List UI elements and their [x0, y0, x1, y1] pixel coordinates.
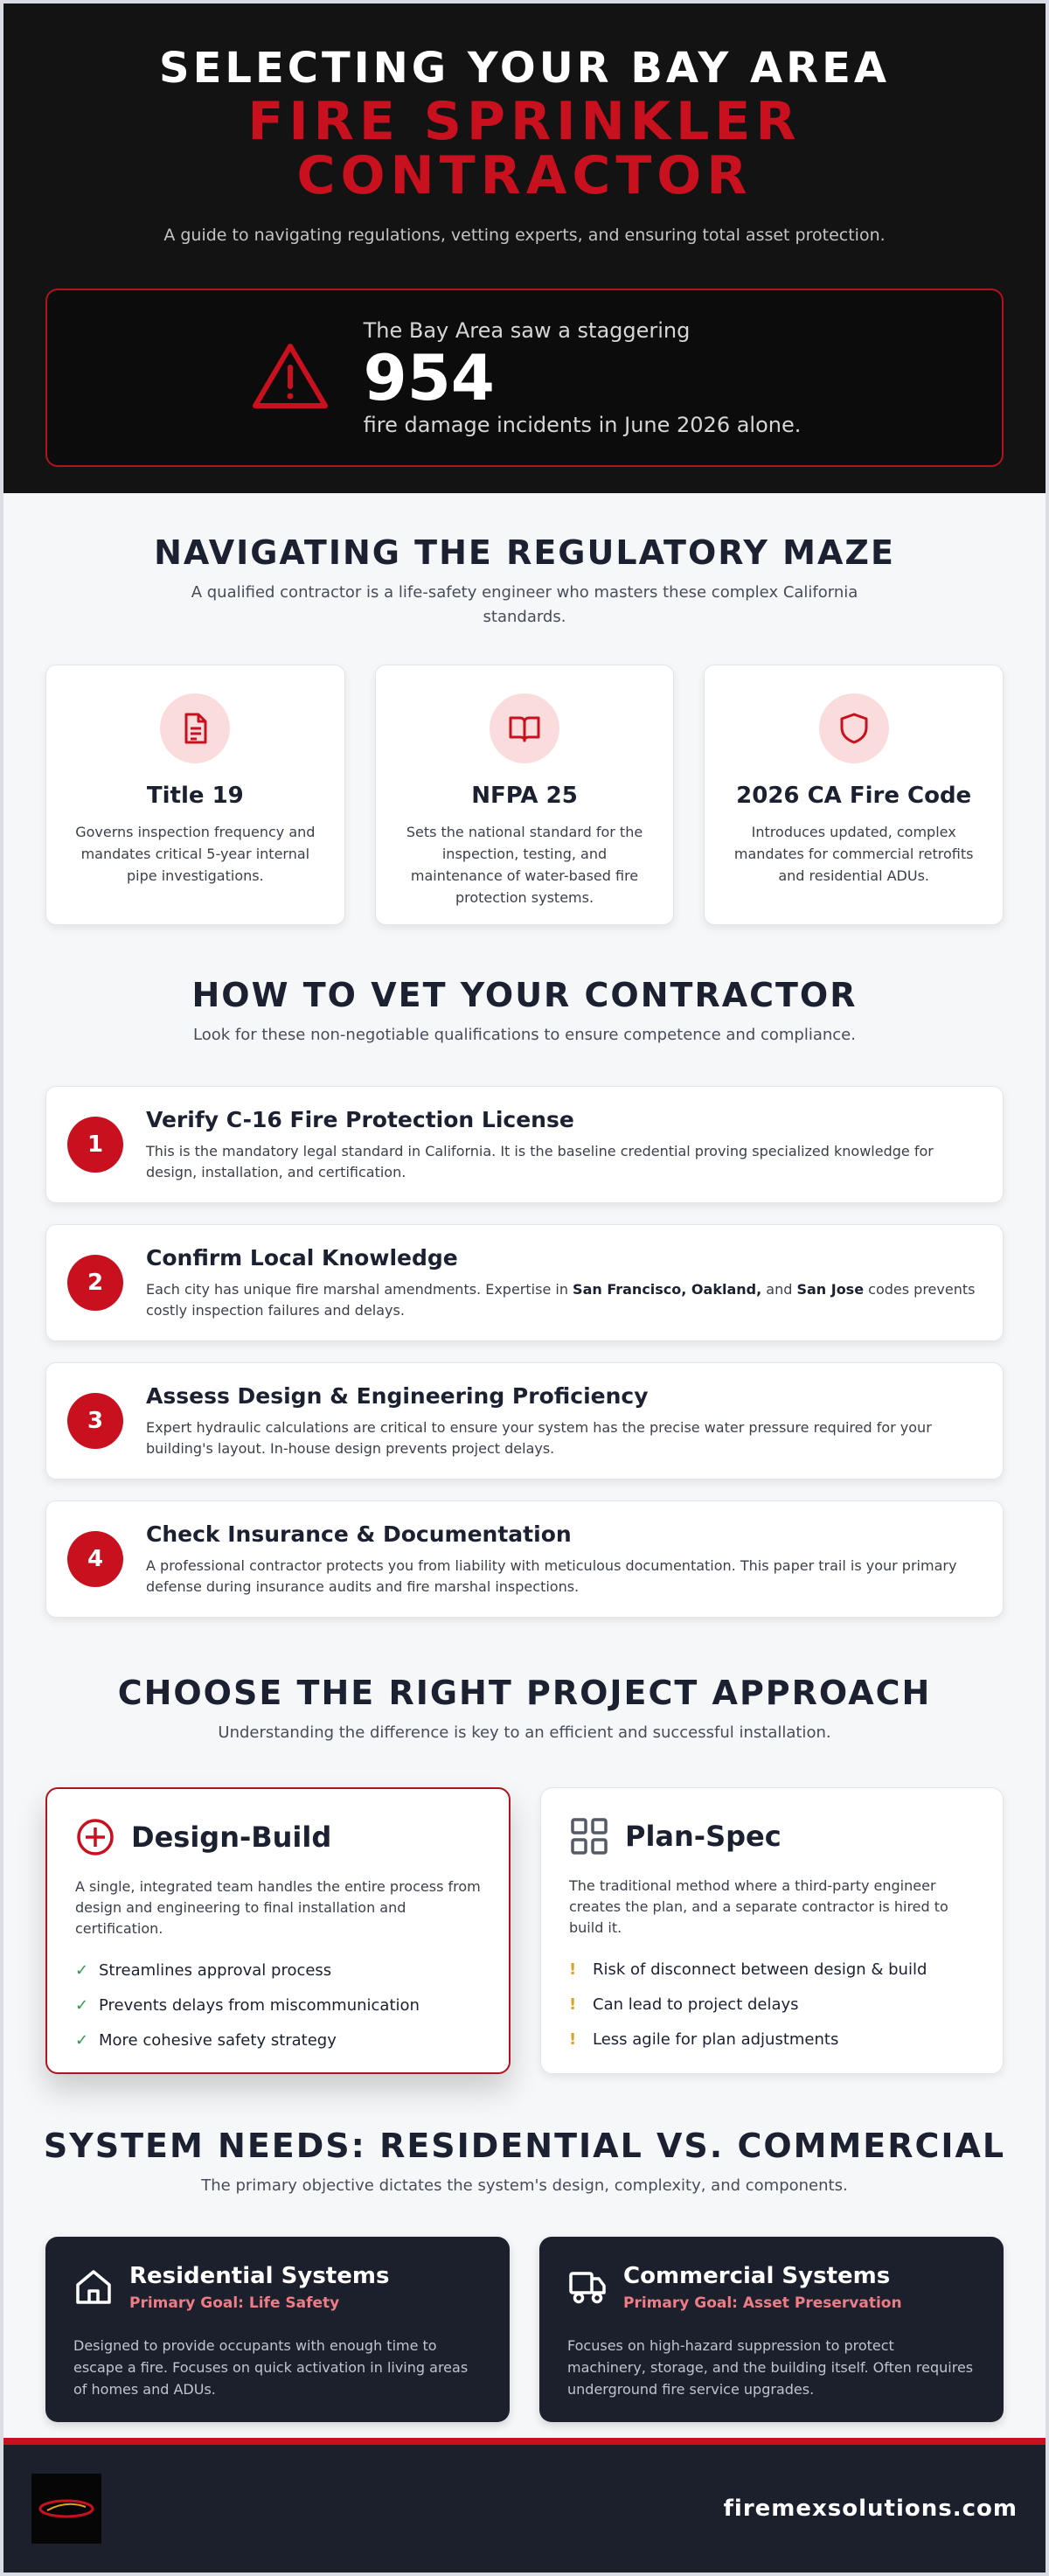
vet-item-desc: This is the mandatory legal standard in California. It is the baseline credential proving specialized knowledge for design, installation, and certification.: [146, 1142, 934, 1180]
vet-item-desc: Expert hydraulic calculations are critical to ensure your system has the precise water pressure required for your building's layout. In-house design prevents project delays.: [146, 1418, 932, 1457]
reg-card-nfpa25: [375, 665, 675, 925]
system-card-title: Residential Systems: [129, 2263, 390, 2289]
reg-card-desc: Introduces updated, complex mandates for commercial retrofits and residential ADUs.: [733, 824, 974, 884]
approach-risks-list: [569, 1953, 975, 2057]
document-icon: [160, 693, 230, 763]
list-item: ! Risk of disconnect between design & build: [569, 1953, 975, 1988]
approach-card-plan-spec: [540, 1787, 1004, 2074]
step-number-badge: 2: [67, 1255, 123, 1311]
vet-item-desc: A professional contractor protects you from liability with meticulous documentation. This paper trail is your primary defense during insurance audits and fire marshal inspections.: [146, 1556, 957, 1595]
vet-item-title: Assess Design & Engineering Proficiency: [146, 1382, 649, 1409]
hero-title-line2: FIRE SPRINKLER: [247, 91, 802, 152]
reg-card-title: NFPA 25: [471, 783, 578, 809]
regulatory-section: [3, 493, 1046, 925]
vet-item-local-knowledge: [45, 1224, 1004, 1341]
reg-card-title: 2026 CA Fire Code: [736, 783, 972, 809]
list-item: ! Less agile for plan adjustments: [569, 2023, 975, 2057]
approach-card-desc: The traditional method where a third-party engineer creates the plan, and a separate contractor is hired to build it.: [569, 1877, 948, 1936]
system-card-desc: Designed to provide occupants with enough time to escape a fire. Focuses on quick activation in living areas of homes and ADUs.: [73, 2337, 469, 2398]
approach-cards: [45, 1787, 1004, 2074]
shield-icon: [819, 693, 889, 763]
step-number-badge: 1: [67, 1117, 123, 1173]
stat-tail: fire damage incidents in June 2026 alone.: [363, 413, 802, 437]
vet-subtitle: Look for these non-negotiable qualifications to ensure competence and compliance.: [193, 1026, 856, 1044]
vet-title: HOW TO VET YOUR CONTRACTOR: [191, 976, 858, 1014]
grid-icon: [569, 1816, 609, 1856]
system-card-desc: Focuses on high-hazard suppression to protect machinery, storage, and the building itself. Often requires underground fire service upgrades.: [567, 2337, 974, 2398]
vet-item-title: Verify C-16 Fire Protection License: [146, 1106, 574, 1132]
approach-card-title: Design-Build: [131, 1821, 332, 1854]
hero-subtitle: A guide to navigating regulations, vetting experts, and ensuring total asset protection.: [163, 226, 886, 245]
approach-subtitle: Understanding the difference is key to an efficient and successful installation.: [218, 1723, 831, 1742]
system-needs-section: [3, 2074, 1046, 2422]
stat-number: 954: [363, 341, 495, 414]
vet-list: [45, 1086, 1004, 1618]
list-item: ✓ Streamlines approval process: [75, 1953, 481, 1988]
regulatory-title: NAVIGATING THE REGULATORY MAZE: [154, 533, 895, 572]
systems-subtitle: The primary objective dictates the system's design, complexity, and components.: [201, 2176, 848, 2195]
reg-card-desc: Sets the national standard for the inspection, testing, and maintenance of water-based fire protection systems.: [406, 824, 643, 906]
plus-circle-icon: [75, 1817, 115, 1857]
list-item: ! Can lead to project delays: [569, 1988, 975, 2023]
hero-section: [3, 3, 1046, 493]
system-card-goal: Primary Goal: Asset Preservation: [623, 2294, 902, 2312]
step-number-badge: 4: [67, 1531, 123, 1587]
vet-item-design: [45, 1362, 1004, 1479]
hero-title-line1: SELECTING YOUR BAY AREA: [159, 44, 890, 93]
regulatory-cards: [45, 665, 1004, 925]
approach-card-design-build: [45, 1787, 511, 2074]
stat-text: [364, 318, 802, 437]
book-icon: [490, 693, 559, 763]
step-number-badge: 3: [67, 1393, 123, 1449]
approach-benefits-list: [75, 1953, 481, 2058]
house-icon: [73, 2266, 114, 2307]
list-item: ✓ More cohesive safety strategy: [75, 2023, 481, 2058]
reg-card-desc: Governs inspection frequency and mandates critical 5-year internal pipe investigations.: [75, 824, 316, 884]
approach-card-desc: A single, integrated team handles the entire process from design and engineering to final installation and certification.: [75, 1878, 481, 1937]
vet-item-desc: Each city has unique fire marshal amendments. Expertise in San Francisco, Oakland, and San Jose codes prevents costly inspection failures and delays.: [146, 1280, 976, 1319]
warning-icon: !: [569, 2030, 577, 2049]
vet-section: [3, 925, 1046, 1618]
stat-callout: [45, 289, 1004, 467]
stat-lead: The Bay Area saw a staggering: [363, 318, 691, 343]
system-card-residential: [45, 2237, 510, 2422]
regulatory-subtitle: A qualified contractor is a life-safety engineer who masters these complex California standards.: [191, 583, 858, 626]
reg-card-ca-fire-code: [704, 665, 1004, 925]
check-icon: ✓: [75, 2031, 89, 2050]
systems-cards: [45, 2237, 1004, 2422]
firemex-logo[interactable]: [31, 2474, 101, 2544]
approach-title: CHOOSE THE RIGHT PROJECT APPROACH: [117, 1674, 932, 1712]
vet-item-title: Confirm Local Knowledge: [146, 1244, 458, 1271]
systems-title: SYSTEM NEEDS: RESIDENTIAL VS. COMMERCIAL: [43, 2127, 1006, 2165]
reg-card-title19: [45, 665, 345, 925]
system-card-goal: Primary Goal: Life Safety: [129, 2294, 340, 2312]
footer: [3, 2438, 1046, 2573]
approach-card-title: Plan-Spec: [625, 1820, 782, 1853]
approach-section: [3, 1639, 1046, 2074]
warning-triangle-icon: [248, 336, 332, 420]
vet-item-license: [45, 1086, 1004, 1203]
system-card-title: Commercial Systems: [623, 2263, 891, 2289]
system-card-commercial: [539, 2237, 1004, 2422]
reg-card-title: Title 19: [146, 783, 244, 809]
vet-item-title: Check Insurance & Documentation: [146, 1521, 572, 1547]
truck-icon: [567, 2266, 608, 2307]
check-icon: ✓: [75, 1961, 89, 1980]
hero-title-line3: CONTRACTOR: [296, 145, 753, 206]
vet-item-insurance: [45, 1500, 1004, 1618]
list-item: ✓ Prevents delays from miscommunication: [75, 1988, 481, 2023]
warning-icon: !: [569, 1960, 577, 1979]
warning-icon: !: [569, 1995, 577, 2014]
check-icon: ✓: [75, 1996, 89, 2015]
website-link[interactable]: firemexsolutions.com: [723, 2496, 1018, 2522]
